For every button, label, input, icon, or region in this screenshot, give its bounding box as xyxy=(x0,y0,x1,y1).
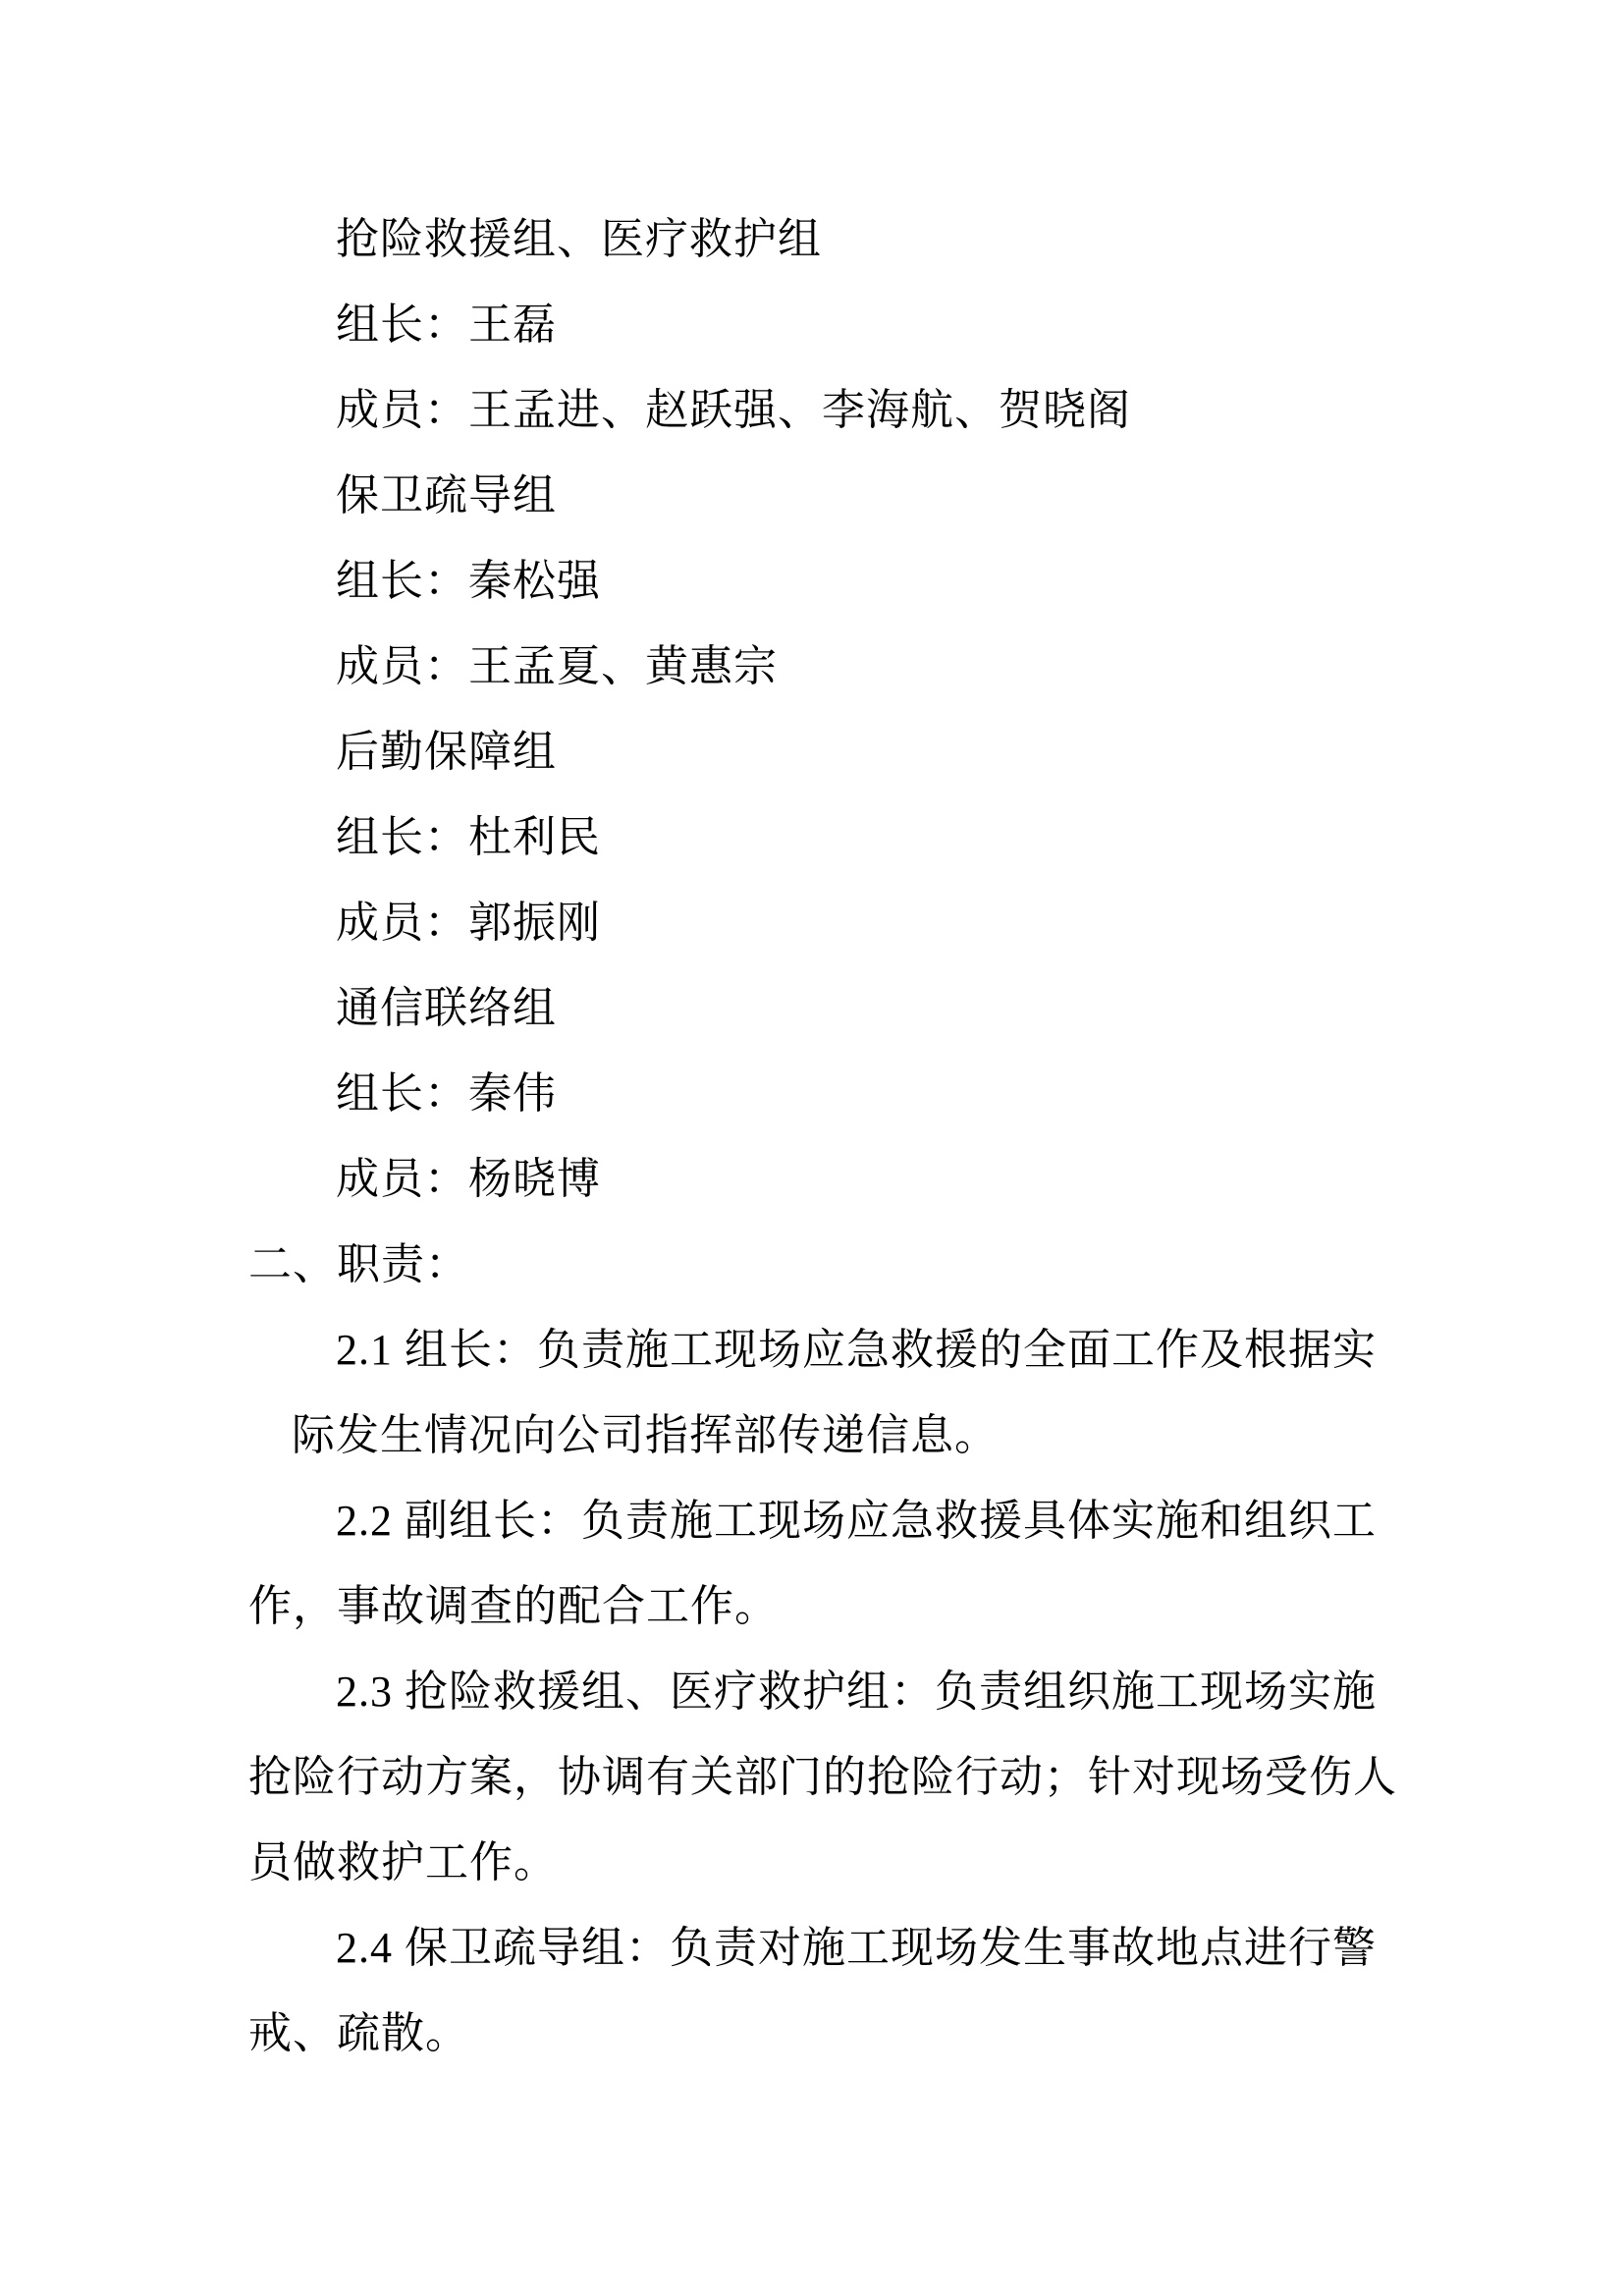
document-line: 戒、疏散。 xyxy=(248,2009,469,2057)
document-line: 保卫疏导组 xyxy=(336,471,557,519)
document-line: 成员：王孟进、赵跃强、李海航、贺晓阁 xyxy=(336,386,1131,434)
document-line: 成员：郭振刚 xyxy=(336,899,601,947)
document-line: 成员：王孟夏、黄惠宗 xyxy=(336,642,778,690)
document-line: 2.1 组长：负责施工现场应急救援的全面工作及根据实 xyxy=(336,1326,1377,1374)
document-line: 后勤保障组 xyxy=(336,728,557,776)
document-line: 2.3 抢险救援组、医疗救护组：负责组织施工现场实施 xyxy=(336,1667,1377,1716)
text-block xyxy=(248,196,1446,2076)
document-line: 2.4 保卫疏导组：负责对施工现场发生事故地点进行警 xyxy=(336,1924,1377,1972)
document-line: 抢险行动方案，协调有关部门的抢险行动；针对现场受伤人 xyxy=(248,1753,1397,1801)
document-line: 际发生情况向公司指挥部传递信息。 xyxy=(292,1411,999,1459)
document-line: 作，事故调查的配合工作。 xyxy=(248,1582,779,1630)
document-line: 组长：秦松强 xyxy=(336,557,601,605)
document-line: 成员：杨晓博 xyxy=(336,1155,601,1203)
document-line: 抢险救援组、医疗救护组 xyxy=(336,215,822,263)
document-line: 通信联络组 xyxy=(336,984,557,1032)
document-line: 组长：秦伟 xyxy=(336,1069,557,1118)
document-line: 二、职责： xyxy=(248,1240,469,1288)
document-line: 员做救护工作。 xyxy=(248,1838,558,1886)
document-line: 组长：王磊 xyxy=(336,301,557,349)
document-line: 2.2 副组长：负责施工现场应急救援具体实施和组织工 xyxy=(336,1497,1377,1545)
document-line: 组长：杜利民 xyxy=(336,813,601,861)
